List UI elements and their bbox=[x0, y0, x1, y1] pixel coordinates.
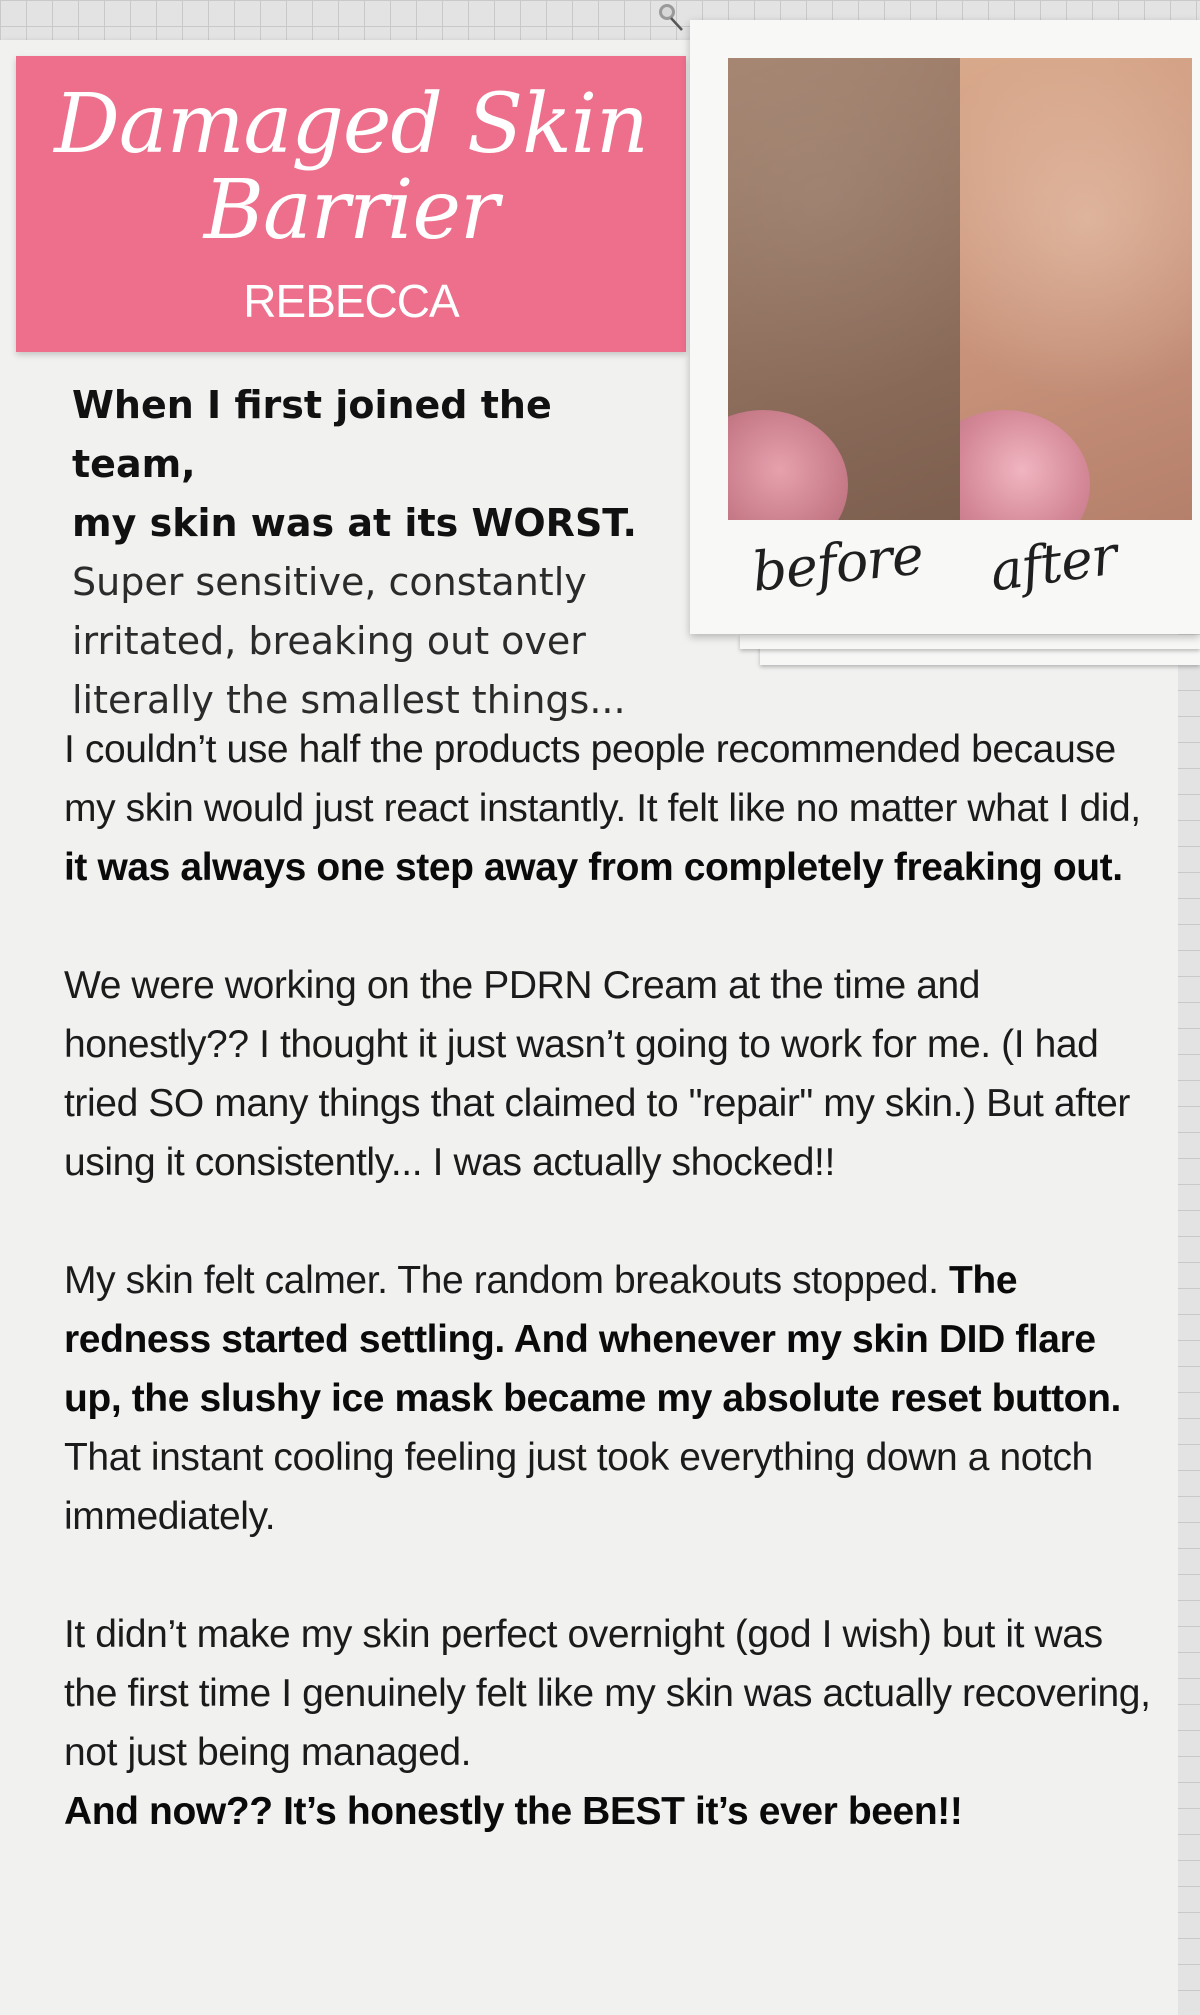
title-card bbox=[16, 56, 686, 352]
paragraph-3 bbox=[64, 1251, 1154, 1546]
paragraph-3-text-b: That instant cooling feeling just took everything down a notch immediately. bbox=[64, 1436, 1093, 1538]
paragraph-3-text-a: My skin felt calmer. The random breakouts stopped. bbox=[64, 1259, 949, 1302]
title-line-2: Barrier bbox=[203, 163, 499, 258]
grid-paper-side bbox=[1178, 560, 1200, 2015]
paragraph-1-text: I couldn’t use half the products people recommended because my skin would just react instantly. It felt like no matter what I did, bbox=[64, 728, 1141, 830]
intro-bold-line-2: my skin was at its WORST. bbox=[72, 501, 637, 545]
before-after-polaroid bbox=[690, 20, 1200, 634]
paragraph-4 bbox=[64, 1605, 1154, 1841]
intro-bold-line-1: When I first joined the team, bbox=[72, 383, 552, 486]
story-body bbox=[64, 720, 1154, 1900]
paragraph-1-bold: it was always one step away from completely freaking out. bbox=[64, 846, 1123, 889]
paragraph-1 bbox=[64, 720, 1154, 897]
paragraph-4-text: It didn’t make my skin perfect overnight (god I wish) but it was the first time I genuinely felt like my skin was actually recovering, not just being managed. bbox=[64, 1613, 1151, 1774]
lip-image bbox=[728, 410, 848, 520]
paragraph-4-bold: And now?? It’s honestly the BEST it’s ever been!! bbox=[64, 1790, 963, 1833]
after-photo bbox=[960, 58, 1192, 520]
intro-paragraph bbox=[72, 376, 672, 730]
author-name: REBECCA bbox=[243, 275, 459, 327]
polaroid-stack bbox=[730, 635, 1200, 675]
page-title bbox=[16, 77, 686, 258]
pushpin-icon bbox=[655, 2, 685, 32]
after-label: after bbox=[986, 523, 1121, 604]
intro-text: Super sensitive, constantly irritated, breaking out over literally the smallest things... bbox=[72, 560, 626, 722]
before-label: before bbox=[749, 523, 926, 604]
paragraph-2: We were working on the PDRN Cream at the time and honestly?? I thought it just wasn’t going to work for me. (I had tried SO many things that claimed to "repair" my skin.) But after using it consistently... I was actually shocked!! bbox=[64, 964, 1130, 1184]
title-line-1: Damaged Skin bbox=[54, 77, 648, 172]
paragraph-3-bold: The redness started settling. And whenever my skin DID flare up, the slushy ice mask became my absolute reset button. bbox=[64, 1259, 1121, 1420]
lip-image bbox=[960, 410, 1090, 520]
before-photo bbox=[728, 58, 960, 520]
